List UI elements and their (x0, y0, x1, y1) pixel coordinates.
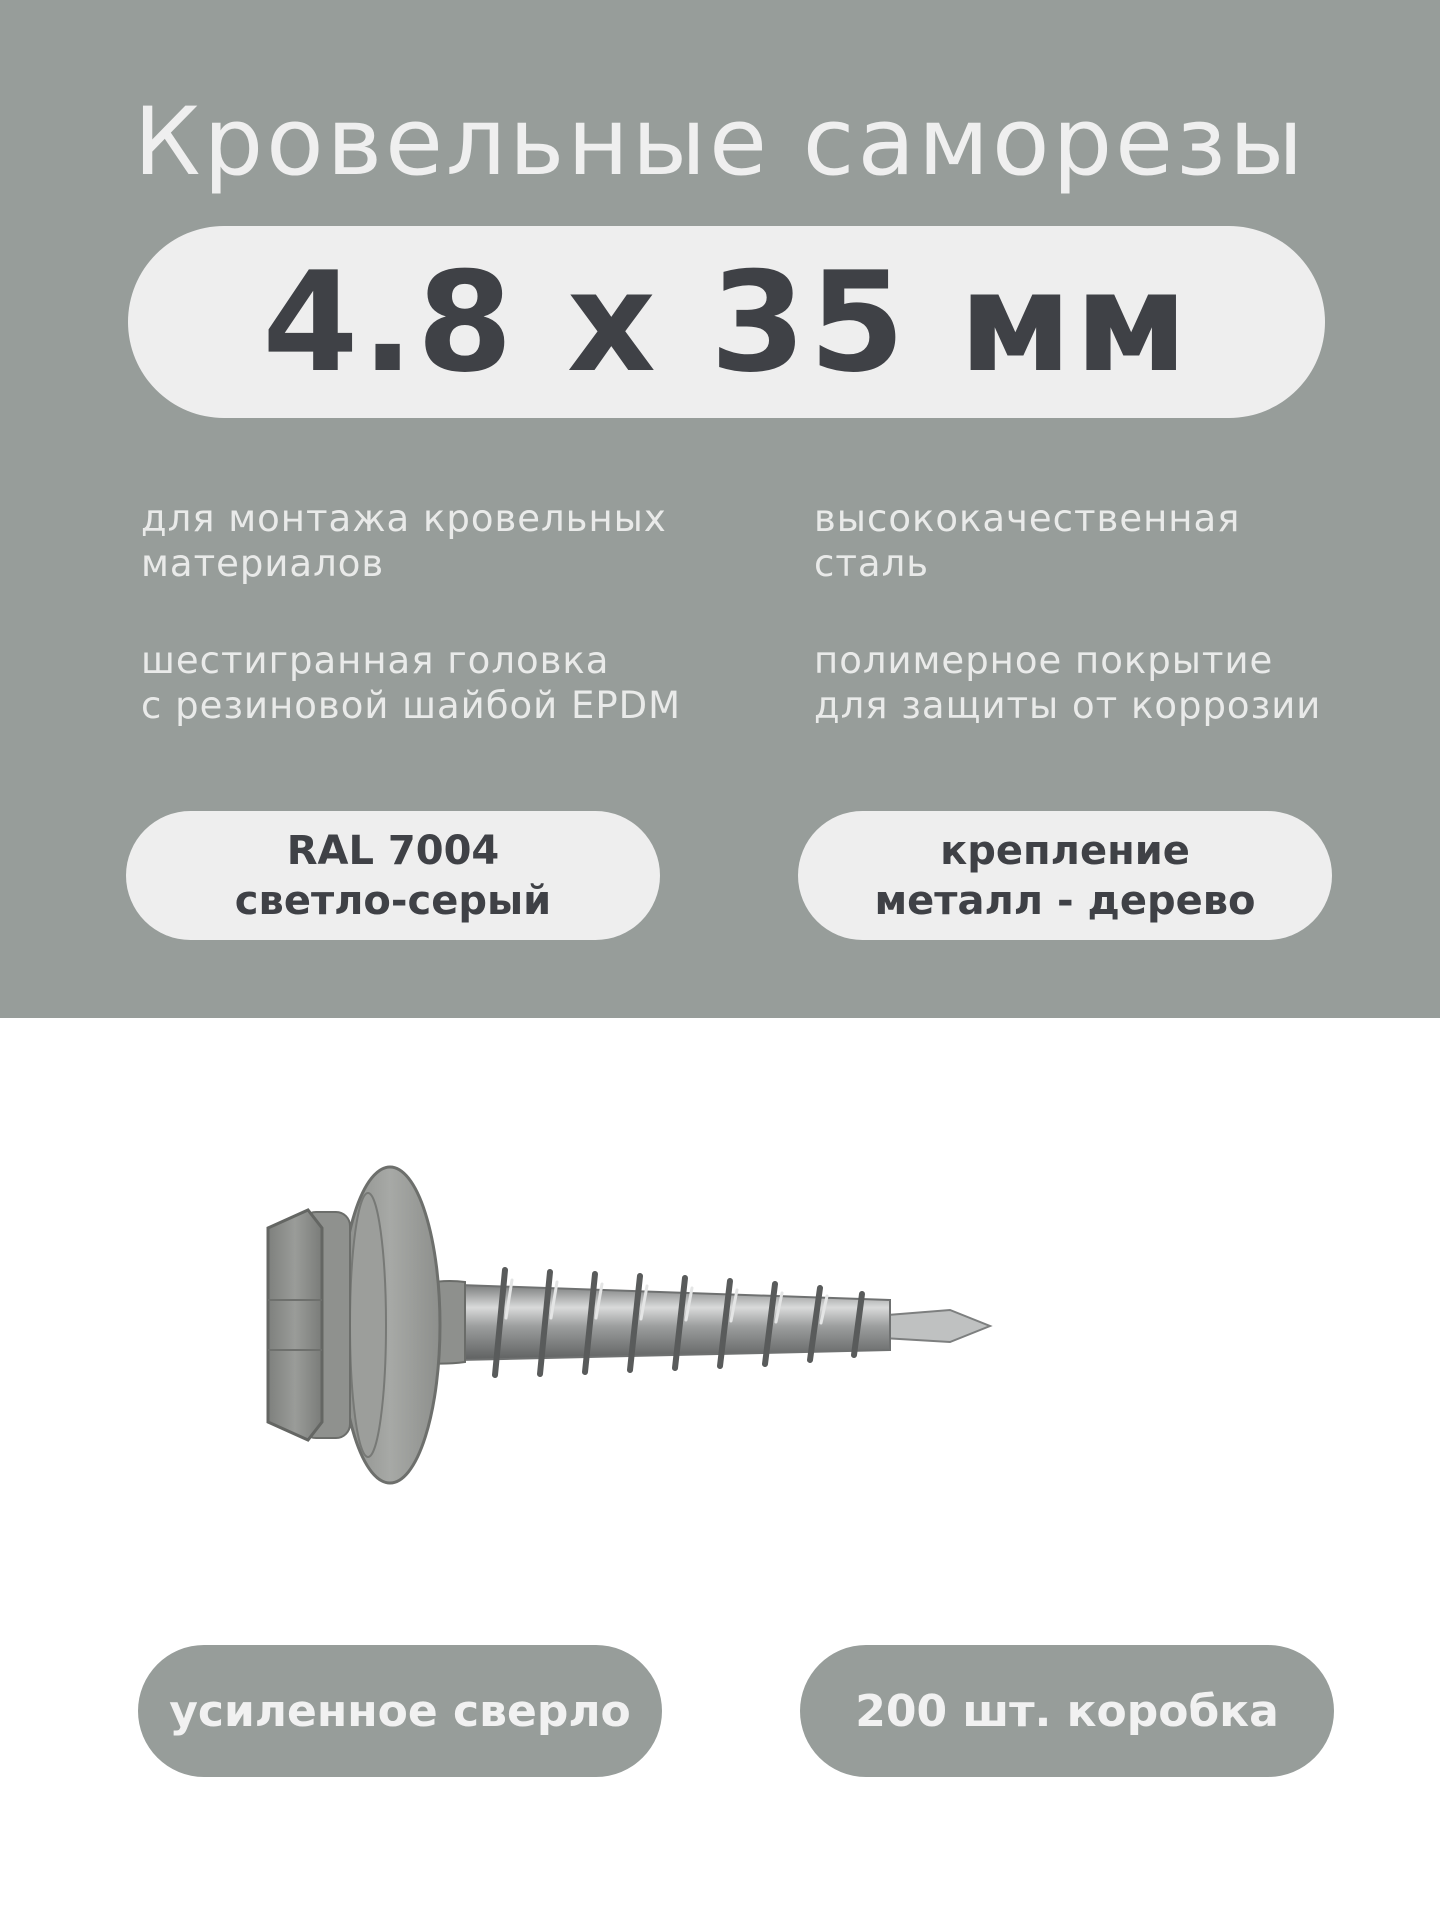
feature-line: для защиты от коррозии (814, 684, 1322, 727)
feature-line: полимерное покрытие (814, 639, 1274, 682)
size-value: 4.8 x 35 мм (262, 241, 1191, 403)
feature-steel (814, 496, 1240, 586)
feature-line: высококачественная (814, 497, 1241, 540)
feature-coating (814, 638, 1321, 728)
mount-badge-line: крепление (940, 827, 1190, 874)
drill-badge (138, 1645, 662, 1777)
page-title: Кровельные саморезы (133, 88, 1307, 197)
feature-line: шестигранная головка (141, 639, 610, 682)
feature-line: для монтажа кровельных (141, 497, 667, 540)
feature-line: с резиновой шайбой EPDM (141, 684, 682, 727)
feature-line: материалов (141, 542, 385, 585)
color-badge-line: RAL 7004 (286, 827, 500, 874)
feature-mounting (141, 496, 667, 586)
box-badge-label: 200 шт. коробка (855, 1685, 1279, 1737)
box-badge (800, 1645, 1334, 1777)
feature-head (141, 638, 681, 728)
color-badge-line: светло-серый (234, 877, 552, 924)
mount-badge-line: металл - дерево (874, 877, 1256, 924)
size-badge (128, 226, 1325, 418)
feature-line: сталь (814, 542, 930, 585)
drill-badge-label: усиленное сверло (169, 1685, 631, 1737)
mount-badge (798, 811, 1332, 940)
color-badge (126, 811, 660, 940)
screw-with-washer-icon (250, 1150, 1210, 1490)
